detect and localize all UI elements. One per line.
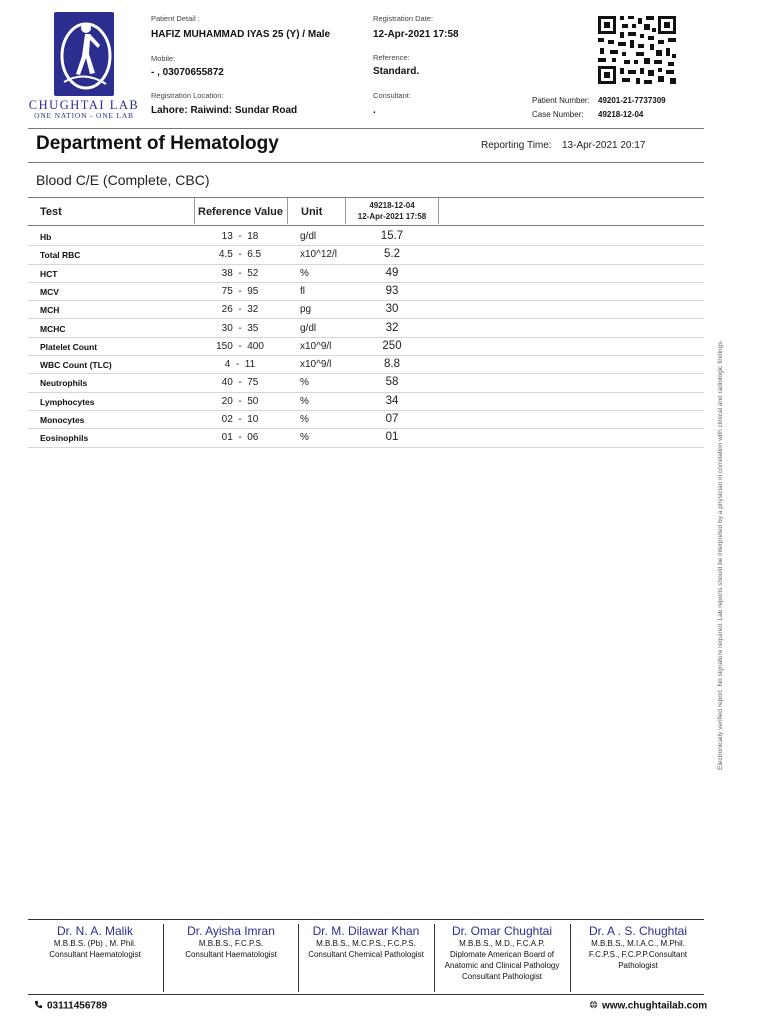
consultant-value: . [373, 105, 376, 116]
phone-icon [34, 1000, 43, 1012]
table-row [28, 356, 704, 374]
reference-range: 26 - 32 [221, 304, 259, 316]
walking-man-emblem-icon [54, 12, 114, 96]
doctor-card [571, 924, 705, 992]
result-value: 34 [385, 394, 399, 407]
table-row [28, 301, 704, 319]
reference-label: Reference: [373, 53, 410, 62]
reporting-time-value: 13-Apr-2021 20:17 [562, 140, 646, 151]
patient-number-label: Patient Number: [532, 96, 590, 105]
unit: % [300, 395, 309, 407]
consultant-label: Consultant: [373, 91, 411, 100]
doctor-card [28, 924, 162, 992]
unit: % [300, 432, 309, 444]
doctor-qualification: M.B.B.S., M.C.P.S., F.C.P.S. [316, 939, 416, 948]
doctor-qualification: M.B.B.S., F.C.P.S. [198, 939, 264, 948]
test-name: Neutrophils [40, 378, 88, 389]
result-value: 250 [382, 339, 402, 352]
result-value: 07 [385, 413, 399, 425]
phone-number: 03111456789 [47, 1000, 108, 1012]
reporting-time-label: Reporting Time: [481, 140, 552, 151]
department-title: Department of Hematology [36, 133, 279, 154]
reference-range: 4 - 11 [224, 359, 256, 371]
column-separator [287, 198, 288, 224]
column-header-result-date: 12-Apr-2021 17:58 [357, 212, 427, 221]
table-row [28, 393, 704, 411]
result-value: 32 [385, 321, 399, 334]
website-url: www.chughtailab.com [602, 1000, 708, 1012]
unit: g/dl [300, 322, 317, 334]
registration-location-label: Registration Location: [151, 91, 224, 100]
column-separator [438, 198, 439, 224]
doctor-title: Diplomate American Board of [449, 950, 555, 959]
result-value: 30 [385, 303, 399, 316]
test-name: Platelet Count [40, 341, 98, 352]
doctor-qualification: M.B.B.S., M.I.A.C., M.Phil. [591, 939, 685, 948]
doctor-name: Dr. M. Dilawar Khan [312, 924, 420, 938]
qr-code-icon [596, 14, 678, 86]
patient-detail-value: HAFIZ MUHAMMAD IYAS 25 (Y) / Male [151, 29, 331, 40]
unit: % [300, 414, 309, 425]
column-header-result-case: 49218-12-04 [369, 201, 415, 210]
website-link[interactable] [589, 1000, 707, 1012]
case-number-label: Case Number: [532, 110, 584, 119]
unit: pg [300, 304, 312, 316]
reference-range: 30 - 35 [221, 322, 259, 334]
table-top-border [28, 197, 704, 198]
doctor-title: Consultant Pathologist [461, 972, 543, 981]
test-name: Eosinophils [40, 433, 89, 444]
patient-number-value: 49201-21-7737309 [598, 96, 666, 105]
doctor-title: Consultant Haematologist [185, 950, 277, 959]
reference-range: 20 - 50 [221, 395, 259, 407]
unit: g/dl [300, 231, 317, 242]
reference-range: 01 - 06 [221, 432, 259, 444]
case-number-value: 49218-12-04 [598, 110, 644, 119]
patient-detail-label: Patient Detail : [151, 14, 200, 23]
doctor-name: Dr. A . S. Chughtai [588, 924, 688, 938]
test-name: Hb [40, 232, 52, 242]
doctor-card [435, 924, 569, 992]
table-row [28, 246, 704, 264]
doctor-qualification: M.B.B.S., M.D., F.C.A.P. [459, 939, 545, 948]
result-value: 8.8 [384, 358, 400, 371]
header-divider [28, 128, 704, 129]
result-value: 58 [385, 376, 399, 389]
column-header-test: Test [40, 206, 62, 218]
table-header-border [28, 225, 704, 226]
doctor-title: Consultant Haematologist [49, 950, 141, 959]
phone-contact[interactable] [34, 1000, 107, 1012]
result-value: 49 [385, 266, 399, 279]
result-value: 01 [385, 431, 399, 444]
unit: x10^9/l [300, 340, 332, 352]
doctor-card [164, 924, 298, 992]
result-value: 5.2 [384, 248, 400, 261]
test-name: Total RBC [40, 250, 81, 261]
footer-divider [28, 919, 704, 920]
reference-range: 13 - 18 [221, 231, 259, 242]
doctor-title: Consultant Chemical Pathologist [308, 950, 424, 959]
reference-range: 75 - 95 [221, 285, 259, 297]
registration-location-value: Lahore: Raiwind: Sundar Road [151, 105, 298, 116]
doctor-title: Anatomic and Clinical Pathology [444, 961, 560, 970]
registration-date-label: Registration Date: [373, 14, 434, 23]
reference-value: Standard. [373, 66, 420, 77]
test-name: MCV [40, 286, 59, 297]
lab-tagline: ONE NATION - ONE LAB [34, 111, 134, 120]
test-name: Lymphocytes [40, 396, 95, 407]
table-row [28, 411, 704, 429]
doctor-title: F.C.P.S., F.C.P.P.Consultant [588, 950, 688, 959]
test-name: WBC Count (TLC) [40, 360, 112, 371]
reference-range: 40 - 75 [221, 377, 259, 389]
table-row [28, 283, 704, 301]
doctor-card [299, 924, 433, 992]
mobile-label: Mobile: [151, 54, 176, 63]
doctor-name: Dr. N. A. Malik [56, 924, 133, 938]
unit: % [300, 377, 309, 389]
column-separator [194, 198, 195, 224]
doctor-qualification: M.B.B.S. (Pb) , M. Phil. [53, 939, 137, 948]
unit: fl [300, 285, 305, 297]
footer-bottom-divider [28, 994, 704, 995]
registration-date-value: 12-Apr-2021 17:58 [373, 29, 459, 40]
table-row [28, 429, 704, 447]
column-header-reference: Reference Value [198, 206, 283, 218]
table-row [28, 265, 704, 283]
test-name: MCHC [40, 323, 66, 334]
test-name: HCT [40, 268, 58, 279]
result-value: 93 [385, 284, 399, 297]
unit: x10^12/l [300, 249, 337, 261]
test-name: Monocytes [40, 415, 85, 425]
reference-range: 4.5 - 6.5 [218, 249, 262, 261]
lab-name: CHUGHTAI LAB [28, 98, 140, 112]
table-row [28, 320, 704, 338]
panel-title: Blood C/E (Complete, CBC) [36, 172, 210, 188]
test-name: MCH [40, 305, 60, 316]
globe-icon [589, 1000, 598, 1012]
reference-range: 02 - 10 [221, 414, 259, 425]
reference-range: 38 - 52 [221, 267, 259, 279]
table-row [28, 228, 704, 246]
column-header-unit: Unit [301, 206, 323, 218]
table-row [28, 338, 704, 356]
unit: x10^9/l [300, 359, 332, 371]
doctor-name: Dr. Ayisha Imran [187, 924, 275, 938]
department-divider [28, 162, 704, 163]
mobile-value: - , 03070655872 [151, 67, 224, 78]
doctor-name: Dr. Omar Chughtai [451, 924, 553, 938]
table-row [28, 374, 704, 392]
result-value: 15.7 [380, 230, 404, 242]
lab-logo [28, 10, 140, 122]
verification-note: Electronically verified report. No signature required. Lab reports should be interpreted by a physician in correlation with clinical and radiologic findings. [717, 339, 724, 770]
reference-range: 150 - 400 [216, 340, 264, 352]
unit: % [300, 267, 309, 279]
doctor-title: Pathologist [618, 961, 658, 970]
